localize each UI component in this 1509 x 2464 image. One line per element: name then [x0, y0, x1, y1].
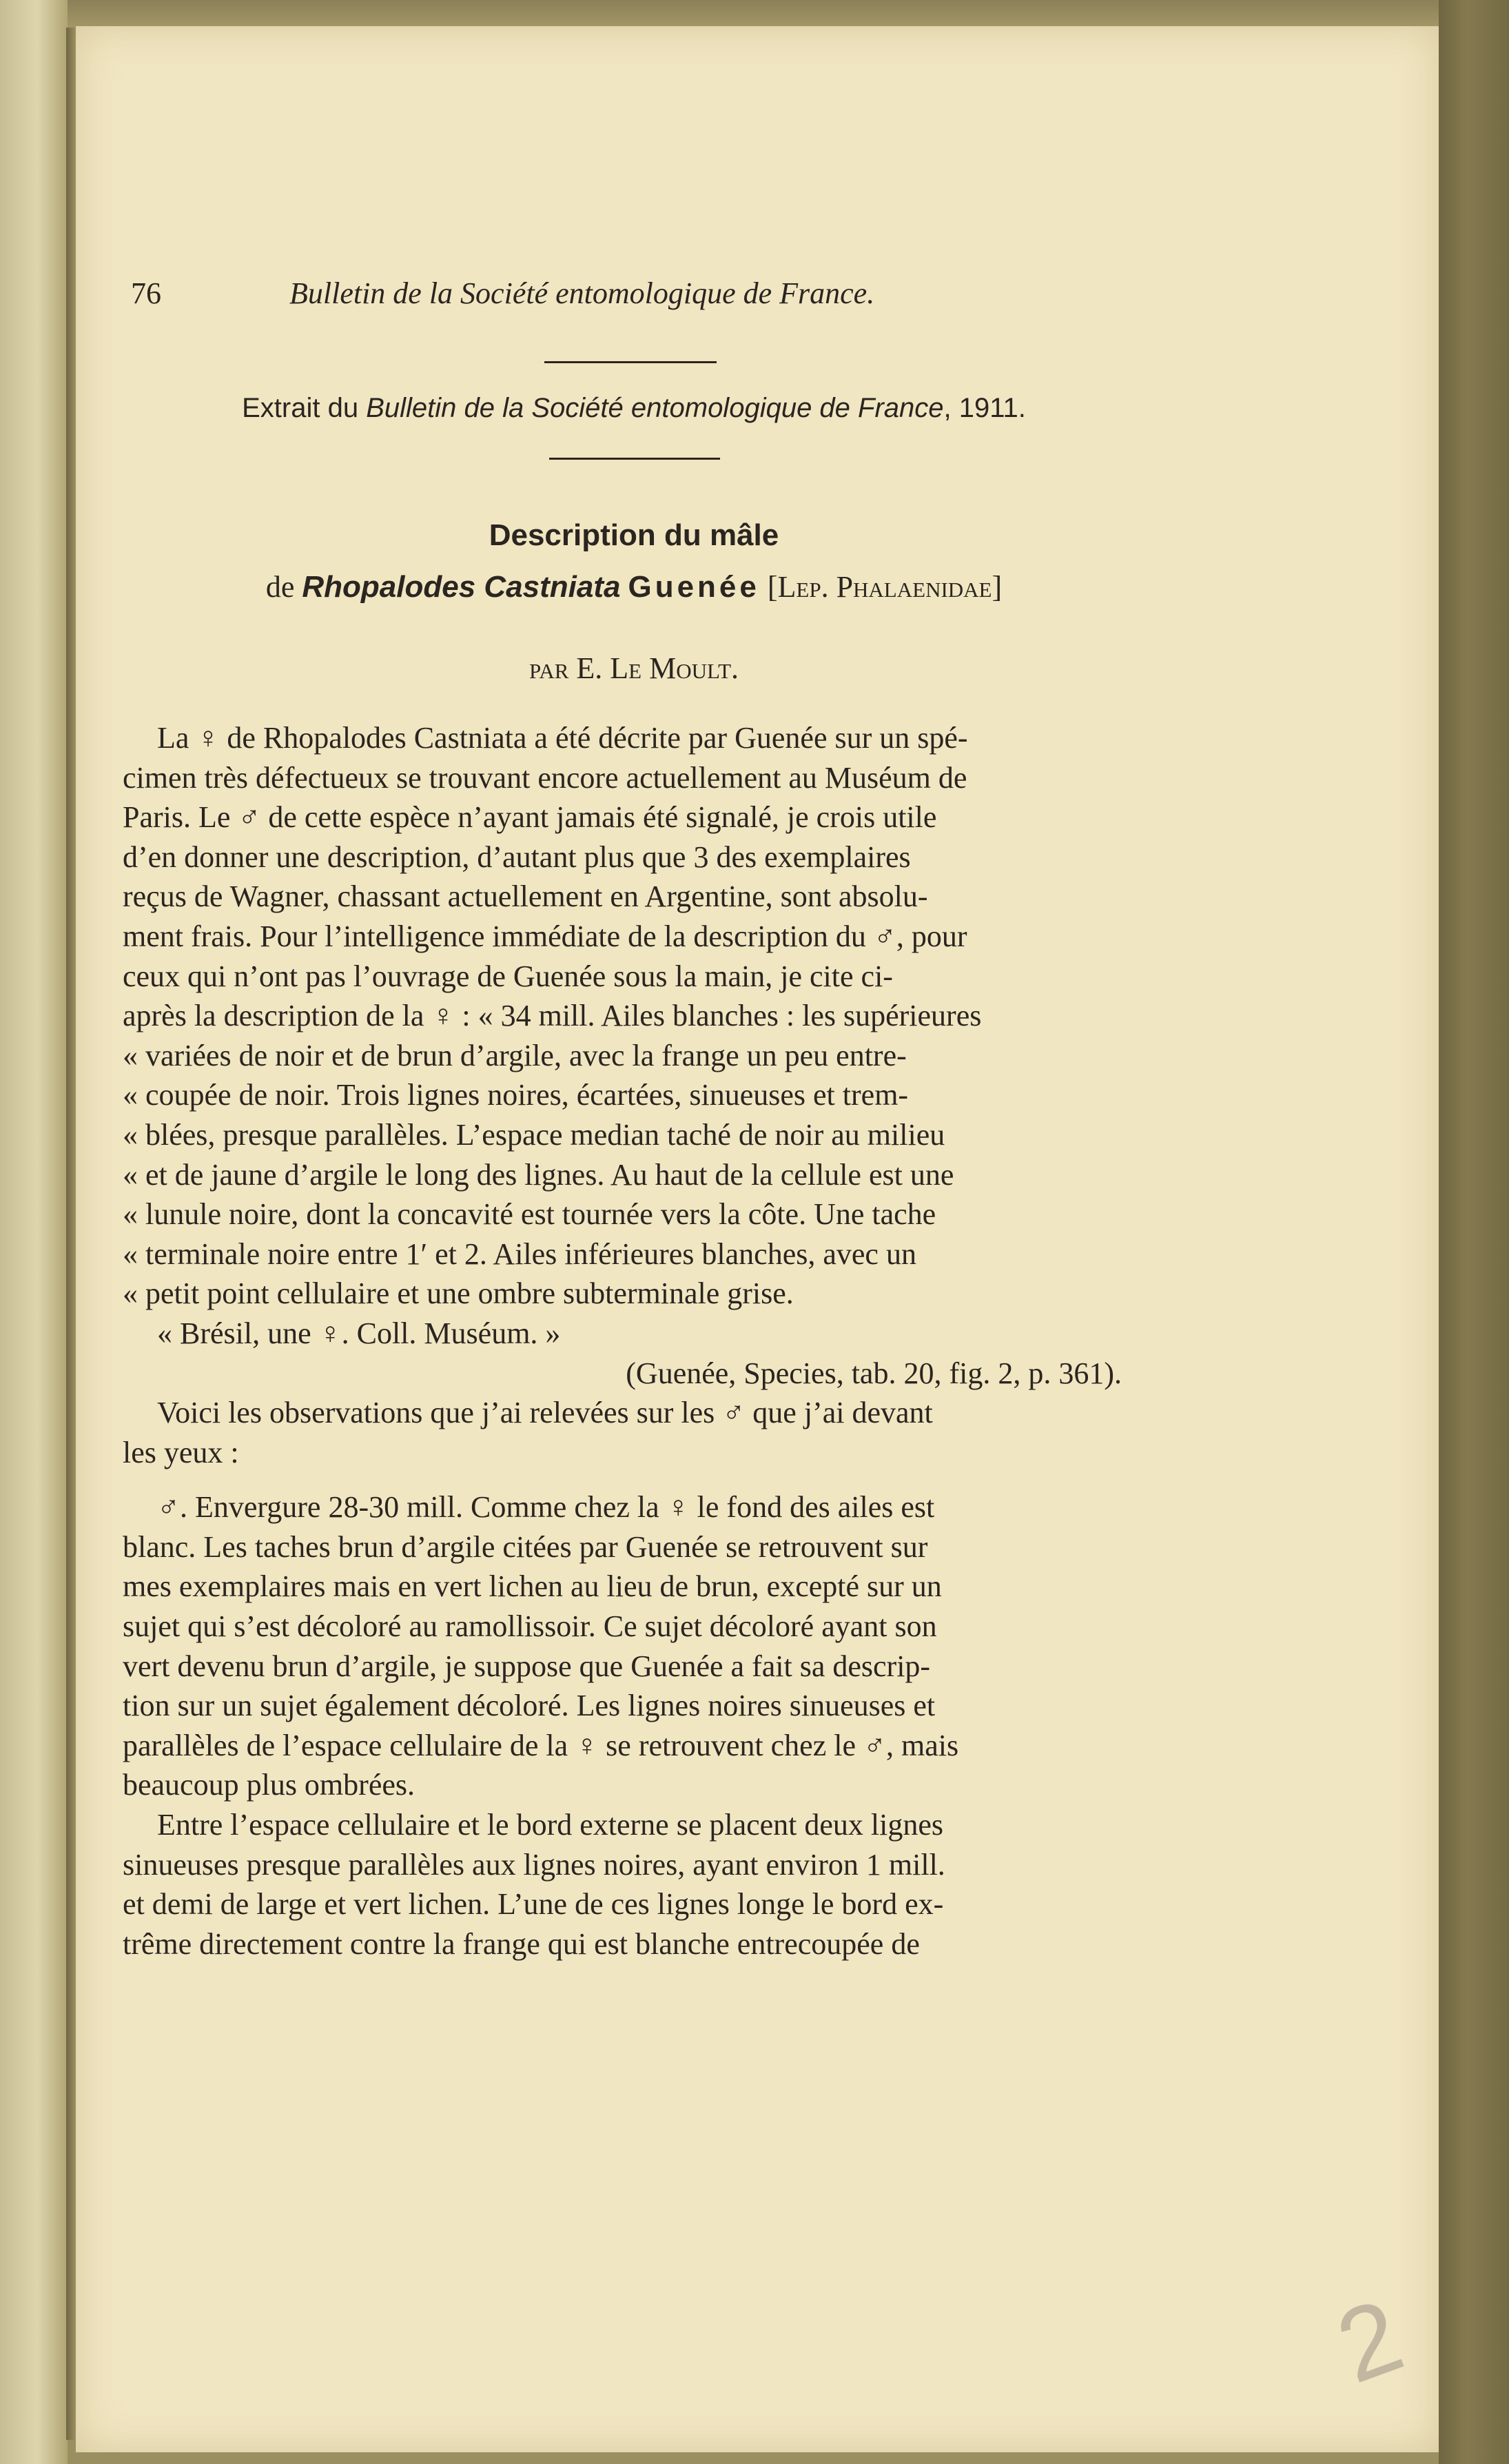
text-line: Voici les observations que j’ai relevées sur les ♂ que j’ai devant	[157, 1396, 933, 1430]
text-line: sinueuses presque parallèles aux lignes noires, ayant environ 1 mill.	[123, 1847, 945, 1882]
scan-right-edge	[1439, 0, 1509, 2464]
species-author: Guenée	[628, 570, 760, 604]
text-line: sujet qui s’est décoloré au ramollissoir. Ce sujet décoloré ayant son	[123, 1609, 937, 1644]
citation-reference: (Guenée, Species, tab. 20, fig. 2, p. 361).	[626, 1356, 1122, 1390]
quote-line: « petit point cellulaire et une ombre subterminale grise.	[123, 1276, 794, 1311]
page-number: 76	[131, 276, 161, 310]
extract-year: , 1911.	[943, 393, 1026, 423]
paragraph-2	[123, 1393, 1122, 1472]
paragraph-gap	[123, 1472, 1122, 1487]
text-line: reçus de Wagner, chassant actuellement en Argentine, sont absolu-	[123, 879, 928, 914]
quote-line: « terminale noire entre 1′ et 2. Ailes inférieures blanches, avec un	[123, 1236, 916, 1271]
paragraph-1	[123, 718, 1122, 1393]
text-line: d’en donner une description, d’autant plus que 3 des exemplaires	[123, 839, 911, 874]
handwritten-mark: 2	[1322, 2276, 1417, 2405]
text-line: trême directement contre la frange qui est blanche entrecoupée de	[123, 1926, 920, 1961]
quote-end: « Brésil, une ♀. Coll. Muséum. »	[157, 1316, 561, 1350]
text-line: et demi de large et vert lichen. L’une de ces lignes longe le bord ex-	[123, 1887, 944, 1922]
article-body	[123, 718, 1122, 1964]
adjacent-page-edge	[0, 0, 68, 2464]
text-line: après la description de la ♀ : « 34 mill. Ailes blanches : les supérieures	[123, 999, 982, 1033]
text-line: beaucoup plus ombrées.	[123, 1768, 415, 1802]
text-line: tion sur un sujet également décoloré. Les lignes noires sinueuses et	[123, 1689, 936, 1723]
classification: [Lep. Phalaenidae]	[767, 570, 1003, 604]
article-title: Description du mâle	[489, 518, 779, 552]
quote-line: « lunule noire, dont la concavité est tournée vers la côte. Une tache	[123, 1197, 936, 1232]
top-rule	[544, 361, 717, 363]
subtitle-de: de	[265, 570, 295, 604]
text-line: La ♀ de Rhopalodes Castniata a été décrite par Guenée sur un spé-	[157, 721, 968, 755]
quote-line: « blées, presque parallèles. L’espace median taché de noir au milieu	[123, 1117, 945, 1152]
quote-line: « et de jaune d’argile le long des lignes. Au haut de la cellule est une	[123, 1157, 954, 1192]
text-line: ♂. Envergure 28-30 mill. Comme chez la ♀ le fond des ailes est	[157, 1490, 935, 1525]
species-name: Rhopalodes Castniata	[302, 570, 621, 604]
text-line: ceux qui n’ont pas l’ouvrage de Guenée sous la main, je cite ci-	[123, 959, 893, 993]
article-subtitle	[117, 569, 1151, 604]
extract-prefix: Extrait du	[242, 393, 359, 423]
quote-line: « coupée de noir. Trois lignes noires, écartées, sinueuses et trem-	[123, 1078, 909, 1112]
text-line: parallèles de l’espace cellulaire de la ♀ se retrouvent chez le ♂, mais	[123, 1728, 959, 1762]
text-line: mes exemplaires mais en vert lichen au lieu de brun, excepté sur un	[123, 1569, 942, 1604]
running-title: Bulletin de la Société entomologique de France.	[289, 276, 875, 310]
quote-line: « variées de noir et de brun d’argile, avec la frange un peu entre-	[123, 1038, 907, 1072]
text-line: Entre l’espace cellulaire et le bord externe se placent deux lignes	[157, 1808, 944, 1842]
article-author: par E. Le Moult.	[528, 651, 739, 685]
text-line: les yeux :	[123, 1435, 239, 1469]
text-line: Paris. Le ♂ de cette espèce n’ayant jamais été signalé, je crois utile	[123, 800, 937, 835]
section-rule	[549, 458, 720, 460]
text-line: blanc. Les taches brun d’argile citées par Guenée se retrouvent sur	[123, 1529, 928, 1564]
text-line: cimen très défectueux se trouvant encore actuellement au Muséum de	[123, 760, 967, 795]
paragraph-4	[123, 1805, 1122, 1964]
extract-journal: Bulletin de la Société entomologique de France	[366, 393, 944, 423]
text-line: ment frais. Pour l’intelligence immédiate de la description du ♂, pour	[123, 919, 967, 953]
text-line: vert devenu brun d’argile, je suppose que Guenée a fait sa descrip-	[123, 1649, 931, 1683]
paragraph-3	[123, 1487, 1122, 1805]
running-header	[131, 276, 1137, 317]
extract-line	[117, 393, 1151, 424]
scan-top-edge	[68, 0, 1446, 28]
